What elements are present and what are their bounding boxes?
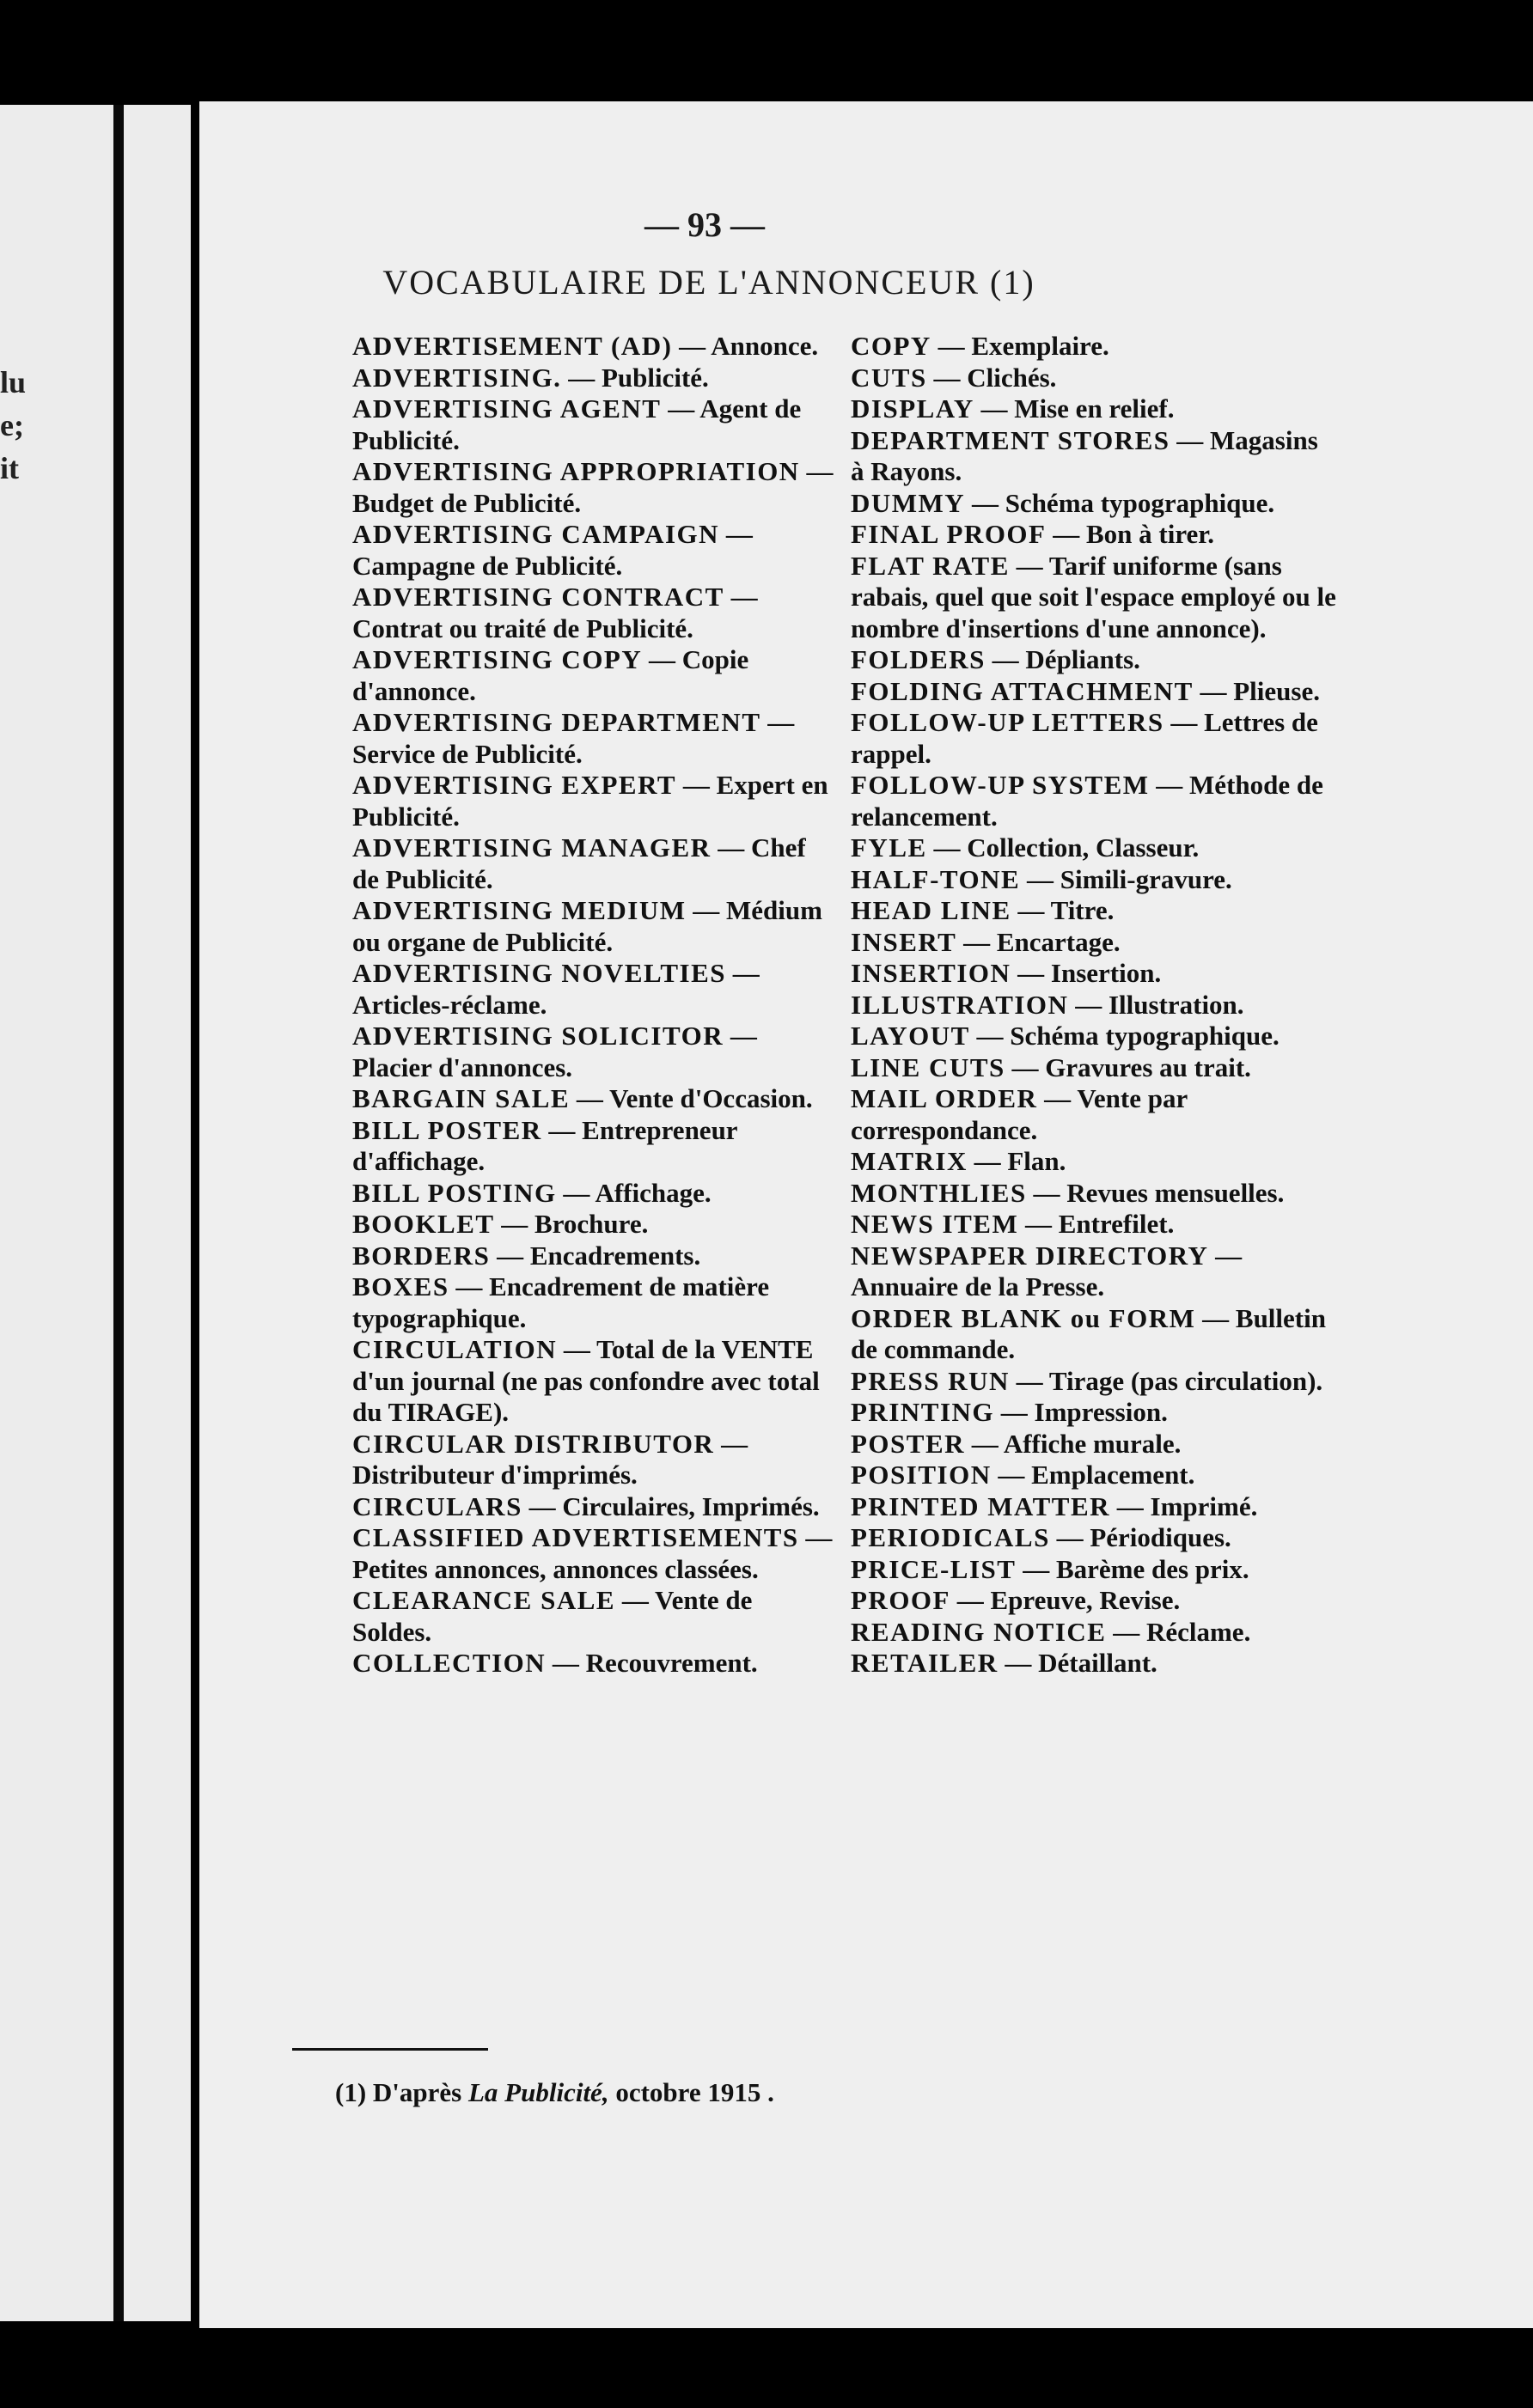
vocabulary-entry [352,1021,838,1083]
entry-definition: Epreuve, Revise. [990,1585,1181,1615]
vocabulary-entry [851,331,1336,363]
entry-dash: — [1037,1083,1078,1113]
entry-term: ADVERTISING CONTRACT [352,582,724,612]
vocabulary-entry [352,1209,838,1241]
entry-term: FYLE [851,832,927,863]
entry-term: ADVERTISING EXPERT [352,770,677,800]
entry-definition: Affichage. [595,1177,712,1208]
vocabulary-entry [352,1491,838,1523]
vocabulary-entry [851,770,1336,832]
entry-dash: — [711,832,752,863]
entry-dash: — [1046,519,1086,549]
entry-definition: Circulaires, Imprimés. [562,1491,820,1521]
vocabulary-entry [851,1146,1336,1178]
entry-definition: Détaillant. [1038,1648,1157,1678]
entry-dash: — [1163,707,1205,737]
vocabulary-entry [851,1648,1336,1680]
entry-term: BORDERS [352,1240,491,1271]
entry-term: PRINTING [851,1397,995,1427]
entry-dash: — [1208,1240,1243,1271]
entry-definition: Service de Publicité. [352,738,583,769]
entry-definition: Expert en Publicité. [352,770,828,832]
entry-term: MAIL ORDER [851,1083,1038,1113]
entry-definition: Tarif uniforme (sans rabais, quel que soit l'espace employé ou le nombre d'insertions d'une annonce). [851,550,1336,643]
vocabulary-entry [352,1271,838,1334]
entry-definition: Gravures au trait. [1045,1052,1251,1082]
vocabulary-entry [352,1241,838,1272]
vocabulary-entry [352,1083,838,1115]
vocabulary-entry [352,1429,838,1491]
entry-term: COPY [851,331,931,361]
entry-definition: Bon à tirer. [1085,519,1214,549]
footnote-source: La Publicité, [467,2077,609,2107]
entry-term: INSERTION [851,958,1011,988]
page-number: — 93 — [644,205,765,244]
entry-definition: Encartage. [996,926,1121,957]
entry-definition: Périodiques. [1090,1522,1231,1552]
entry-definition: Budget de Publicité. [352,487,582,518]
vocabulary-entry [851,958,1336,990]
entry-term: BARGAIN SALE [352,1083,571,1113]
entry-term: READING NOTICE [851,1616,1107,1647]
entry-dash: — [974,393,1015,424]
entry-dash: — [798,1522,833,1552]
entry-term: MONTHLIES [851,1177,1027,1208]
entry-term: POSITION [851,1460,992,1490]
vocabulary-entry [851,927,1336,959]
entry-definition: Lettres de rappel. [851,707,1318,769]
vocabulary-entry [851,1460,1336,1491]
entry-dash: — [724,582,758,612]
entry-definition: Médium ou organe de Publicité. [352,895,822,957]
entry-term: ADVERTISING MANAGER [352,832,712,863]
vocabulary-entry [851,644,1336,676]
entry-definition: Articles-réclame. [352,989,547,1020]
footnote-suffix: octobre 1915 . [608,2077,774,2107]
vocabulary-entry [352,1334,838,1429]
entry-term: ADVERTISING DEPARTMENT [352,707,761,737]
vocabulary-entry [851,425,1336,488]
entry-definition: Revues mensuelles. [1066,1177,1285,1208]
entry-definition: Clichés. [967,362,1057,393]
entry-dash: — [490,1240,530,1271]
footnote-prefix: (1) D'après [335,2077,468,2107]
vocabulary-entry [352,832,838,895]
entry-definition: Imprimé. [1150,1491,1258,1521]
entry-term: INSERT [851,926,957,957]
entry-term: NEWSPAPER DIRECTORY [851,1240,1209,1271]
entry-term: ADVERTISING COPY [352,644,643,674]
entry-dash: — [967,1146,1008,1176]
left-fragment-3: it [0,451,19,485]
vocabulary-entry [851,1491,1336,1523]
entry-definition: Collection, Classeur. [967,832,1200,863]
entry-term: DEPARTMENT STORES [851,424,1170,455]
vocabulary-entry [352,1115,838,1178]
entry-term: POSTER [851,1428,966,1459]
entry-term: MATRIX [851,1146,968,1176]
vocabulary-entry [851,1178,1336,1210]
entry-term: FOLDERS [851,644,986,674]
entry-dash: — [570,1083,610,1113]
entry-definition: Encadrements. [529,1240,701,1271]
vocabulary-entry [352,393,838,456]
entry-dash: — [1149,770,1190,800]
vocabulary-entry [352,331,838,363]
entry-term: ORDER BLANK ou FORM [851,1302,1196,1333]
vocabulary-entry [851,519,1336,551]
entry-dash: — [799,456,834,486]
vocabulary-entry [352,1178,838,1210]
left-fragment-2: e; [0,408,24,442]
entry-term: PROOF [851,1585,950,1615]
entry-dash: — [1005,1052,1046,1082]
entry-dash: — [926,362,968,393]
entry-definition: Simili-gravure. [1060,863,1232,894]
entry-term: CLEARANCE SALE [352,1585,616,1615]
entry-term: PRESS RUN [851,1365,1010,1396]
entry-dash: — [969,1021,1011,1051]
entry-definition: Impression. [1034,1397,1168,1427]
entry-definition: Magasins à Rayons. [851,424,1318,486]
vocabulary-entry [851,676,1336,708]
entry-definition: Entrepreneur d'affichage. [352,1114,738,1176]
entry-dash: — [725,958,760,988]
vocabulary-entry [352,456,838,519]
entry-dash: — [686,895,726,925]
entry-term: NEWS ITEM [851,1209,1019,1239]
vocabulary-entry [851,363,1336,394]
entry-term: BILL POSTING [352,1177,557,1208]
vocabulary-entry [352,363,838,394]
vocabulary-entry [851,551,1336,645]
vocabulary-entry [851,1522,1336,1554]
vocabulary-entry [851,1617,1336,1649]
entry-definition: Copie d'annonce. [352,644,749,706]
vocabulary-entry [851,1585,1336,1617]
entry-dash: — [1020,863,1060,894]
entry-dash: — [724,1021,757,1051]
entry-definition: Tirage (pas circulation). [1048,1365,1323,1396]
left-page-fragment [0,105,191,2321]
entry-definition: Titre. [1050,895,1115,925]
entry-term: CIRCULAR DISTRIBUTOR [352,1428,715,1459]
entry-term: DISPLAY [851,393,974,424]
entry-definition: Placier d'annonces. [352,1052,573,1082]
entry-dash: — [956,926,997,957]
left-fragment-1: lu [0,365,27,399]
vocabulary-entry [352,519,838,582]
entry-dash: — [998,1648,1039,1678]
vocabulary-entry [851,707,1336,770]
entry-dash: — [985,644,1026,674]
entry-dash: — [642,644,682,674]
entry-definition: Schéma typographique. [1010,1021,1280,1051]
entry-dash: — [1009,550,1049,581]
entry-term: BOXES [352,1271,449,1302]
entry-term: ADVERTISING SOLICITOR [352,1021,724,1051]
entry-definition: Illustration. [1108,989,1244,1020]
entry-dash: — [1110,1491,1151,1521]
entry-term: ADVERTISING CAMPAIGN [352,519,720,549]
vocabulary-entry [851,393,1336,425]
entry-dash: — [449,1271,490,1302]
entry-dash: — [522,1491,563,1521]
entry-definition: Flan. [1007,1146,1066,1176]
entry-dash: — [661,393,700,424]
entry-dash: — [719,519,753,549]
entry-definition: Exemplaire. [971,331,1109,361]
entry-term: ADVERTISING NOVELTIES [352,958,726,988]
vocabulary-column-right [851,331,1336,1680]
entry-definition: Annonce. [711,331,819,361]
entry-term: CLASSIFIED ADVERTISEMENTS [352,1522,799,1552]
entry-definition: Campagne de Publicité. [352,550,623,581]
entry-dash: — [676,770,717,800]
entry-definition: Entrefilet. [1058,1209,1175,1239]
entry-term: BOOKLET [352,1209,495,1239]
entry-definition: Encadrement de matière typographique. [352,1271,770,1333]
vocabulary-entry [352,644,838,707]
entry-dash: — [931,331,972,361]
vocabulary-entry [352,1648,838,1680]
entry-definition: Petites annonces, annonces classées. [352,1553,759,1584]
entry-dash: — [1026,1177,1067,1208]
entry-dash: — [541,1114,583,1145]
entry-dash: — [556,1177,595,1208]
entry-term: FLAT RATE [851,550,1010,581]
entry-term: HEAD LINE [851,895,1011,925]
entry-definition: Méthode de relancement. [851,770,1323,832]
vocabulary-entry [851,1209,1336,1241]
vocabulary-entry [352,582,838,644]
entry-definition: Publicité. [601,362,709,393]
vocabulary-entry [851,1397,1336,1429]
vocabulary-entry [851,1554,1336,1586]
entry-definition: Contrat ou traité de Publicité. [352,613,693,643]
entry-dash: — [494,1209,535,1239]
vocabulary-entry [851,1021,1336,1052]
entry-definition: Plieuse. [1233,675,1320,706]
vocabulary-entry [851,1083,1336,1146]
entry-dash: — [1170,424,1211,455]
entry-dash: — [1106,1616,1146,1647]
entry-term: CUTS [851,362,927,393]
entry-definition: Affiche murale. [1003,1428,1182,1459]
vocabulary-entry [851,1366,1336,1398]
entry-definition: Vente d'Occasion. [609,1083,813,1113]
entry-dash: — [994,1397,1035,1427]
vocabulary-entry [851,832,1336,864]
entry-dash: — [1193,675,1234,706]
entry-term: CIRCULATION [352,1334,558,1364]
vocabulary-entry [352,1585,838,1648]
entry-term: FOLLOW-UP LETTERS [851,707,1164,737]
entry-definition: Total de la VENTE d'un journal (ne pas confondre avec total du TIRAGE). [352,1334,820,1427]
entry-dash: — [1011,958,1051,988]
entry-term: ADVERTISING. [352,362,562,393]
entry-definition: Distributeur d'imprimés. [352,1460,638,1490]
entry-definition: Brochure. [534,1209,649,1239]
entry-dash: — [1195,1302,1236,1333]
entry-dash: — [965,487,1005,518]
entry-definition: Schéma typographique. [1005,487,1275,518]
vocabulary-entry [851,488,1336,520]
entry-term: BILL POSTER [352,1114,542,1145]
vocabulary-entry [851,864,1336,896]
entry-dash: — [615,1585,656,1615]
entry-definition: Insertion. [1050,958,1162,988]
entry-term: DUMMY [851,487,966,518]
entry-definition: Agent de Publicité. [352,393,802,455]
entry-dash: — [1016,1553,1056,1584]
entry-definition: Mise en relief. [1014,393,1175,424]
entry-definition: Vente de Soldes. [352,1585,753,1647]
vocabulary-entry [352,707,838,770]
vocabulary-entry [352,770,838,832]
entry-term: FOLLOW-UP SYSTEM [851,770,1150,800]
entry-term: COLLECTION [352,1648,547,1678]
entry-term: ADVERTISING AGENT [352,393,662,424]
vocabulary-entry [851,895,1336,927]
entry-dash: — [546,1648,586,1678]
entry-term: FINAL PROOF [851,519,1047,549]
entry-term: ADVERTISEMENT (AD) [352,331,673,361]
entry-term: CIRCULARS [352,1491,522,1521]
entry-definition: Annuaire de la Presse. [851,1271,1105,1302]
entry-dash: — [1011,895,1051,925]
entry-definition: Bulletin de commande. [851,1302,1326,1364]
entry-dash: — [714,1428,748,1459]
entry-definition: Recouvrement. [585,1648,758,1678]
entry-term: RETAILER [851,1648,999,1678]
entry-term: HALF-TONE [851,863,1021,894]
entry-term: ADVERTISING APPROPRIATION [352,456,800,486]
entry-term: ILLUSTRATION [851,989,1069,1020]
entry-definition: Vente par correspondance. [851,1083,1188,1145]
entry-definition: Barème des prix. [1055,1553,1249,1584]
entry-dash: — [1068,989,1109,1020]
entry-term: PERIODICALS [851,1522,1050,1552]
vocabulary-entry [352,1522,838,1585]
entry-term: ADVERTISING MEDIUM [352,895,687,925]
vocabulary-entry [352,895,838,958]
entry-dash: — [760,707,795,737]
entry-dash: — [965,1428,1004,1459]
entry-dash: — [1049,1522,1090,1552]
entry-dash: — [926,832,968,863]
vocabulary-entry [851,990,1336,1021]
entry-dash: — [557,1334,597,1364]
entry-term: PRICE-LIST [851,1553,1017,1584]
entry-dash: — [672,331,712,361]
vocabulary-entry [851,1303,1336,1366]
entry-term: PRINTED MATTER [851,1491,1111,1521]
page-gutter-line [113,105,124,2321]
entry-dash: — [1018,1209,1059,1239]
entry-definition: Dépliants. [1025,644,1140,674]
vocabulary-column-left [352,331,838,1680]
footnote [335,2077,774,2108]
vocabulary-entry [851,1052,1336,1084]
footnote-rule [292,2048,488,2051]
entry-dash: — [950,1585,991,1615]
entry-dash: — [561,362,602,393]
entry-dash: — [991,1460,1032,1490]
entry-definition: Réclame. [1145,1616,1251,1647]
vocabulary-entry [851,1429,1336,1460]
entry-term: LINE CUTS [851,1052,1005,1082]
entry-term: FOLDING ATTACHMENT [851,675,1194,706]
entry-definition: Chef de Publicité. [352,832,806,894]
vocabulary-entry [352,958,838,1021]
vocabulary-entry [851,1241,1336,1303]
page-title: VOCABULAIRE DE L'ANNONCEUR (1) [382,263,1035,302]
entry-dash: — [1009,1365,1049,1396]
entry-definition: Emplacement. [1031,1460,1195,1490]
entry-term: LAYOUT [851,1021,970,1051]
